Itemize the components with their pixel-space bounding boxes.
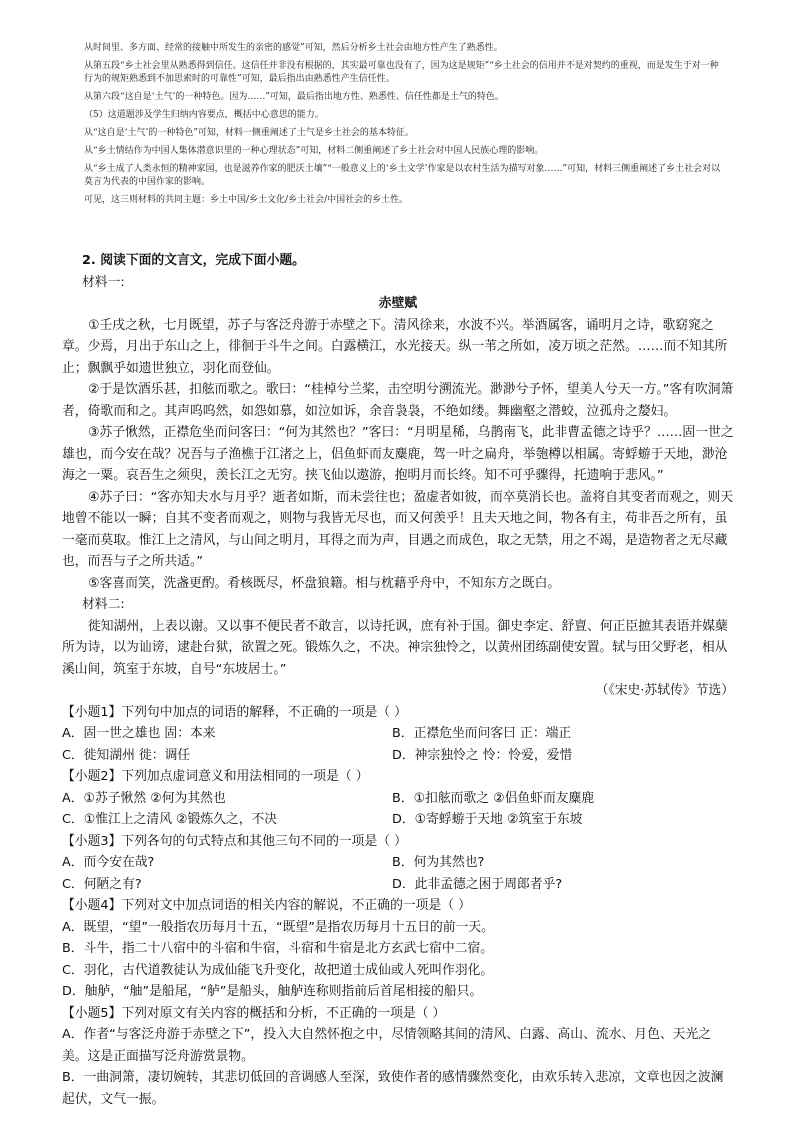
option-line: C．羽化，古代道教徒认为成仙能飞升变化，故把道士成仙或人死叫作羽化。 [62, 962, 494, 978]
analysis-line: 从“乡土情结作为中国人集体潜意识里的一种心理状态”可知，材料二侧重阐述了乡土社会对中国人民族心理的影响。 [84, 146, 544, 156]
passage-paragraph: ②于是饮酒乐甚，扣舷而歌之。歌曰：“桂棹兮兰桨，击空明兮溯流光。渺渺兮予怀，望美人兮天一方。”客有吹洞箫者，倚歌而和之。其声呜呜然，如怨如慕，如泣如诉，余音袅袅，不绝如缕。舞幽壑之潜蛟，泣孤舟之嫠妇。 [62, 382, 734, 419]
source-note: （《宋史·苏轼传》节选） [595, 683, 734, 698]
sub-question-stem: 【小题1】下列句中加点的词语的解释，不正确的一项是（ ） [62, 704, 407, 720]
option-row [62, 852, 734, 874]
sub-question-stem: 【小题5】下列对原文有关内容的概括和分析，不正确的一项是（ ） [62, 1005, 446, 1021]
sub-question-stem: 【小题3】下列各句的句式特点和其他三句不同的一项是（ ） [62, 833, 407, 849]
option-d: D．①寄蜉蝣于天地 ②筑室于东坡 [392, 812, 583, 827]
option-b: B．正襟危坐而问客曰 正：端正 [392, 726, 572, 741]
option-line: B．一曲洞箫，凄切婉转，其悲切低回的音调感人至深，致使作者的感情骤然变化，由欢乐转入悲凉，文章也因之波澜起伏，文气一振。 [62, 1070, 724, 1107]
analysis-block [84, 42, 724, 212]
option-a: A．固一世之雄也 固：本来 [62, 726, 216, 741]
option-row [62, 788, 734, 810]
option-b: B．何为其然也? [392, 855, 485, 870]
option-c: C．①惟江上之清风 ②锻炼久之，不决 [62, 812, 278, 827]
option-d: D．此非孟德之困于周郎者乎? [392, 876, 563, 892]
option-row [62, 745, 734, 767]
option-d: D．神宗独怜之 怜：怜爱，爱惜 [392, 747, 573, 763]
option-a: A．而今安在哉? [62, 855, 155, 870]
option-row [62, 723, 734, 745]
text-title: 赤壁赋 [378, 296, 418, 311]
option-line: A．作者“与客泛舟游于赤壁之下”，投入大自然怀抱之中，尽情领略其间的清风、白露、高山、流水、月色、天光之美。这是正面描写泛舟游赏景物。 [62, 1027, 712, 1064]
analysis-line: 从第五段“乡土社会里从熟悉得到信任。这信任并非没有根据的，其实最可靠也没有了，因为这是规矩”“乡土社会的信用并不是对契约的重视，而是发生于对一种行为的规矩熟悉到不加思索时的可靠性”可知，最后指出由熟悉性产生信任性。 [84, 61, 719, 84]
option-c: C．何陋之有? [62, 876, 142, 892]
option-c: C．徙知湖州 徙：调任 [62, 747, 191, 763]
question-block [62, 250, 734, 1110]
passage-paragraph: ④苏子曰：“客亦知夫水与月乎？逝者如斯，而未尝往也；盈虚者如彼，而卒莫消长也。盖将自其变者而观之，则天地曾不能以一瞬；自其不变者而观之，则物与我皆无尽也，而又何羡乎！且夫天地之间，物各有主，苟非吾之所有，虽一毫而莫取。惟江上之清风，与山间之明月，耳得之而为声，目遇之而成色，取之无禁，用之不竭，是造物者之无尽藏也，而吾与子之所共适。” [62, 489, 734, 569]
option-line: B．斗牛，指二十八宿中的斗宿和牛宿，斗宿和牛宿是北方玄武七宿中二宿。 [62, 941, 494, 956]
option-a: A．①苏子愀然 ②何为其然也 [62, 790, 226, 806]
material2-paragraph: 徙知湖州，上表以谢。又以事不便民者不敢言，以诗托讽，庶有补于国。御史李定、舒亶、何正臣摭其表语并媒蘖所为诗，以为讪谤，逮赴台狱，欲置之死。锻炼久之，不决。神宗独怜之，以黄州团练副使安置。轼与田父野老，相从溪山间，筑室于东坡，自号“东坡居士。” [62, 618, 728, 677]
analysis-line: 从第六段“这自是‘土气’的一种特色。因为……”可知，最后指出地方性、熟悉性、信任性都是土气的特色。 [84, 92, 504, 102]
analysis-line: 从“乡土成了人类永恒的精神家园，也是滋养作家的肥沃土壤”“一般意义上的‘乡土文学’作家是以农村生活为描写对象……”可知，材料三侧重阐述了乡土社会对以莫言为代表的中国作家的影响。 [84, 164, 721, 187]
option-line: D．舳舻，“舳”是船尾，“舻”是船头，舳舻连称则指前后首尾相接的船只。 [62, 984, 483, 999]
analysis-line: 从时间里、多方面、经常的接触中所发生的亲密的感觉”可知，然后分析乡土社会由地方性产生了熟悉性。 [84, 43, 503, 53]
sub-question-stem: 【小题2】下列加点虚词意义和用法相同的一项是（ ） [62, 769, 369, 784]
passage-paragraph: ③苏子愀然，正襟危坐而问客曰：“何为其然也？”客曰：“月明星稀，乌鹊南飞，此非曹孟德之诗乎？……固一世之雄也，而今安在哉？况吾与子渔樵于江渚之上，侣鱼虾而友麋鹿，驾一叶之扁舟，举匏樽以相属。寄蜉蝣于天地，渺沧海之一粟。哀吾生之须臾，羡长江之无穷。挟飞仙以遨游，抱明月而长终。知不可乎骤得，托遗响于悲风。” [62, 425, 734, 483]
passage-paragraph: ⑤客喜而笑，洗盏更酌。肴核既尽，杯盘狼籍。相与枕藉乎舟中，不知东方之既白。 [88, 575, 561, 591]
option-row [62, 874, 734, 896]
analysis-line: 可见，这三则材料的共同主题：乡土中国/乡土文化/乡土社会/中国社会的乡土性。 [84, 195, 409, 205]
sub-question-stem: 【小题4】下列对文中加点词语的相关内容的解说，不正确的一项是（ ） [62, 898, 471, 913]
passage-paragraph: ①壬戌之秋，七月既望，苏子与客泛舟游于赤壁之下。清风徐来，水波不兴。举酒属客，诵明月之诗，歌窈窕之章。少焉，月出于东山之上，徘徊于斗牛之间。白露横江，水光接天。纵一苇之所如，凌万顷之茫然。……而不知其所止；飘飘乎如遗世独立，羽化而登仙。 [62, 317, 728, 376]
material1-label: 材料一: [82, 274, 125, 290]
analysis-line: （5）这道题涉及学生归纳内容要点，概括中心意思的能力。 [84, 110, 324, 120]
material2-label: 材料二: [82, 597, 125, 612]
option-row [62, 809, 734, 831]
option-line: A．既望，“望”一般指农历每月十五，“既望”是指农历每月十五日的前一天。 [62, 919, 494, 935]
option-b: B．①扣舷而歌之 ②侣鱼虾而友麋鹿 [392, 790, 595, 806]
question-title: 2. 阅读下面的文言文，完成下面小题。 [82, 253, 305, 268]
analysis-line: 从“这自是‘土气’的一种特色”可知，材料一侧重阐述了土气是乡土社会的基本特征。 [84, 128, 414, 138]
